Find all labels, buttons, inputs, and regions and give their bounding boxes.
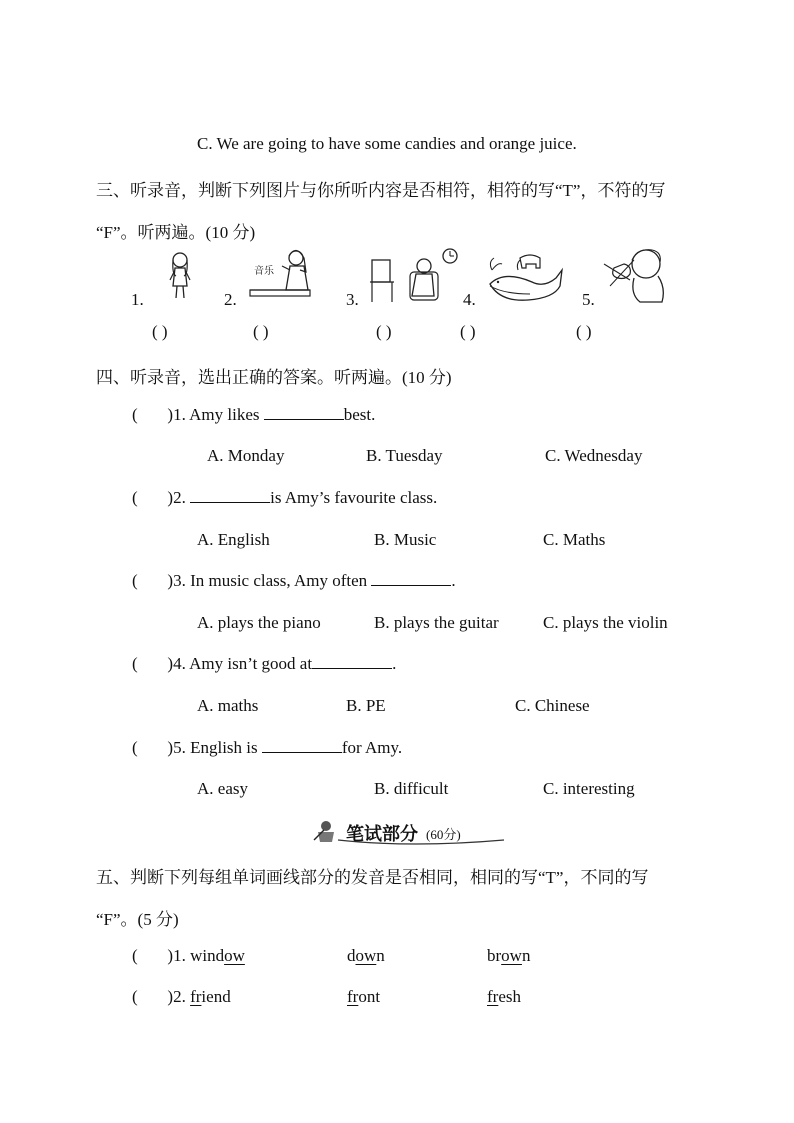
word-front: front <box>347 987 381 1006</box>
q2-option-b[interactable]: B. Music <box>374 530 437 549</box>
written-part-title: 笔试部分 <box>346 824 418 845</box>
pron-row-1: ( )1. window <box>132 946 245 965</box>
q3-option-a[interactable]: A. plays the piano <box>197 613 321 632</box>
q3-option-c[interactable]: C. plays the violin <box>543 613 668 632</box>
question-3: ( )3. In music class, Amy often . <box>132 571 456 590</box>
q4-option-c[interactable]: C. Chinese <box>515 696 590 715</box>
option-c-line: C. We are going to have some candies and orange juice. <box>197 134 577 153</box>
q4-option-a[interactable]: A. maths <box>197 696 259 715</box>
q5-option-b[interactable]: B. difficult <box>374 779 449 798</box>
word-brown: brown <box>487 946 531 965</box>
answer-paren-1[interactable]: ( ) <box>152 322 168 341</box>
pic-number-5: 5. <box>582 290 595 309</box>
pic-number-3: 3. <box>346 290 359 309</box>
pic-number-1: 1. <box>131 290 144 309</box>
section4-title: 四、听录音，选出正确的答案。听两遍。(10 分) <box>96 368 452 387</box>
board-text: 音乐 <box>254 266 274 277</box>
answer-paren[interactable]: ( <box>132 987 168 1006</box>
q1-option-b[interactable]: B. Tuesday <box>366 446 443 465</box>
question-5: ( )5. English is for Amy. <box>132 738 403 757</box>
answer-paren[interactable]: ( <box>132 946 168 965</box>
pic-number-2: 2. <box>224 290 237 309</box>
word-friend: friend <box>190 987 231 1006</box>
section5-title-line2: “F”。(5 分) <box>96 910 179 929</box>
written-part-banner <box>312 818 508 846</box>
answer-blank[interactable] <box>312 654 392 669</box>
answer-paren[interactable]: ( <box>132 738 168 757</box>
answer-paren[interactable]: ( <box>132 571 168 590</box>
question-1: ( )1. Amy likes best. <box>132 405 376 424</box>
q3-option-b[interactable]: B. plays the guitar <box>374 613 499 632</box>
q1-option-a[interactable]: A. Monday <box>207 446 285 465</box>
q5-option-a[interactable]: A. easy <box>197 779 248 798</box>
girl-picture <box>160 248 216 304</box>
answer-blank[interactable] <box>190 488 270 503</box>
question-4: ( )4. Amy isn’t good at . <box>132 654 397 673</box>
answer-paren-2[interactable]: ( ) <box>253 322 269 341</box>
pic-number-4: 4. <box>463 290 476 309</box>
word-fresh: fresh <box>487 987 521 1006</box>
q4-option-b[interactable]: B. PE <box>346 696 386 715</box>
question-2: ( )2. is Amy’s favourite class. <box>132 488 438 507</box>
answer-paren-3[interactable]: ( ) <box>376 322 392 341</box>
q5-option-c[interactable]: C. interesting <box>543 779 635 798</box>
answer-paren[interactable]: ( <box>132 488 168 507</box>
answer-blank[interactable] <box>262 738 342 753</box>
q2-option-c[interactable]: C. Maths <box>543 530 606 549</box>
answer-paren[interactable]: ( <box>132 405 168 424</box>
q2-option-a[interactable]: A. English <box>197 530 270 549</box>
answer-blank[interactable] <box>264 405 344 420</box>
violin-boy-picture <box>600 246 674 306</box>
section3-title-line2: “F”。听两遍。(10 分) <box>96 223 256 242</box>
answer-paren[interactable]: ( <box>132 654 168 673</box>
answer-blank[interactable] <box>371 571 451 586</box>
pron-row-2: ( )2. friend <box>132 987 231 1006</box>
pen-mascot-icon <box>312 818 342 846</box>
boy-computer-picture <box>368 246 464 306</box>
answer-paren-5[interactable]: ( ) <box>576 322 592 341</box>
whale-elephant-picture <box>484 252 566 306</box>
answer-paren-4[interactable]: ( ) <box>460 322 476 341</box>
word-down: down <box>347 946 385 965</box>
section5-title-line1: 五、判断下列每组单词画线部分的发音是否相同，相同的写“T”，不同的写 <box>96 868 649 887</box>
section3-title-line1: 三、听录音，判断下列图片与你所听内容是否相符，相符的写“T”，不符的写 <box>96 181 666 200</box>
written-part-score: (60分) <box>426 827 461 842</box>
q1-option-c[interactable]: C. Wednesday <box>545 446 643 465</box>
word-window: window <box>190 946 245 965</box>
